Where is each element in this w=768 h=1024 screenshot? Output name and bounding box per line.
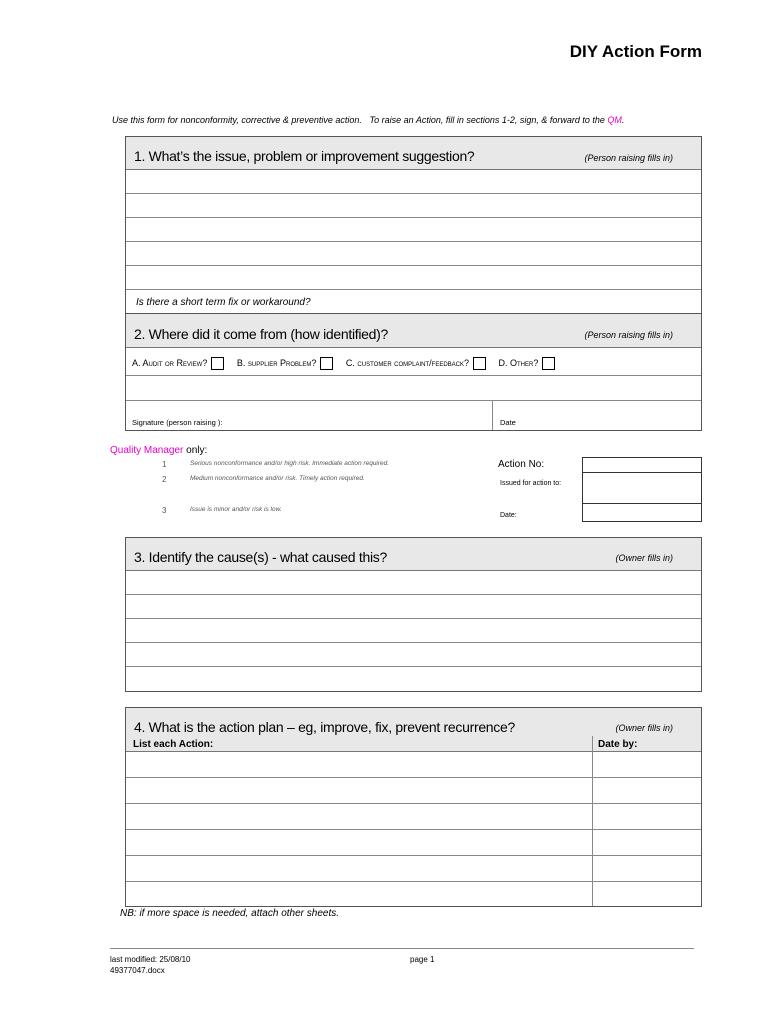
qm-only-label <box>110 445 207 456</box>
supplier-checkbox[interactable] <box>320 357 333 370</box>
intro-text <box>112 115 624 125</box>
file-name: 49377047.docx <box>110 966 165 975</box>
section-1-line[interactable] <box>126 218 701 242</box>
header-column-divider <box>592 736 593 752</box>
row-column-divider <box>592 778 593 803</box>
section-2 <box>125 313 702 431</box>
option-complaint-label: C. customer complaint/feedback? <box>345 357 469 368</box>
option-audit[interactable] <box>132 358 224 368</box>
row-column-divider <box>592 830 593 855</box>
risk-level-1 <box>162 460 462 472</box>
action-row[interactable] <box>126 778 701 804</box>
section-3-line[interactable] <box>126 571 701 595</box>
section-4-header <box>126 708 701 752</box>
section-3-line[interactable] <box>126 595 701 619</box>
last-modified: last modified: 25/08/10 <box>110 955 191 964</box>
action-no-field[interactable] <box>583 458 702 473</box>
signature-row <box>126 401 701 430</box>
intro-end: . <box>621 115 625 125</box>
intro-part1: Use this form for nonconformity, corrective & preventive action. <box>112 115 362 125</box>
option-other-label: D. Other? <box>498 357 539 368</box>
section-1-note: (Person raising fills in) <box>584 153 673 163</box>
qm-label-colored: Quality Manager <box>110 445 184 456</box>
option-complaint[interactable] <box>346 358 486 368</box>
action-row[interactable] <box>126 804 701 830</box>
qm-date-field[interactable] <box>583 504 702 522</box>
nb-note: NB: if more space is needed, attach other sheets. <box>120 908 340 919</box>
action-no-label: Action No: <box>498 459 545 470</box>
section-4-note: (Owner fills in) <box>615 723 673 733</box>
section-2-heading: 2. Where did it come from (how identified)? <box>134 326 388 342</box>
row-column-divider <box>592 804 593 829</box>
signature-divider <box>492 401 493 430</box>
section-1 <box>125 136 702 314</box>
risk-level-num: 2 <box>162 475 167 484</box>
section-2-note: (Person raising fills in) <box>584 330 673 340</box>
other-checkbox[interactable] <box>542 357 555 370</box>
section-3-line[interactable] <box>126 643 701 667</box>
section-4 <box>125 707 702 907</box>
form-title: DIY Action Form <box>569 42 702 61</box>
issued-for-field[interactable] <box>583 473 702 504</box>
risk-level-text: Medium nonconformance and/or risk. Timely action required. <box>190 475 365 482</box>
section-4-heading: 4. What is the action plan – eg, improve, fix, prevent recurrence? <box>134 719 515 735</box>
action-row[interactable] <box>126 830 701 856</box>
risk-level-3 <box>162 506 462 518</box>
row-column-divider <box>592 882 593 906</box>
section-3-line[interactable] <box>126 667 701 691</box>
row-column-divider <box>592 752 593 777</box>
complaint-checkbox[interactable] <box>473 357 486 370</box>
date-by-column-header: Date by: <box>598 739 638 750</box>
risk-level-text: Serious nonconformance and/or high risk. Immediate action required. <box>190 460 390 467</box>
option-other[interactable] <box>499 358 556 368</box>
option-supplier[interactable] <box>237 358 334 368</box>
row-column-divider <box>592 856 593 881</box>
source-options-row <box>126 348 701 376</box>
section-1-heading: 1. What’s the issue, problem or improvement suggestion? <box>134 148 475 164</box>
section-3-heading: 3. Identify the cause(s) - what caused this? <box>134 549 387 565</box>
action-row[interactable] <box>126 856 701 882</box>
action-column-header: List each Action: <box>133 739 214 750</box>
option-supplier-label: B. supplier Problem? <box>236 357 317 368</box>
action-row[interactable] <box>126 752 701 778</box>
page-number: page 1 <box>410 955 435 964</box>
section-3-header <box>126 538 701 571</box>
qm-date-label: Date: <box>500 512 517 519</box>
section-2-header <box>126 314 701 348</box>
risk-level-text: Issue is minor and/or risk is low. <box>190 506 282 513</box>
section-3-note: (Owner fills in) <box>615 553 673 563</box>
risk-level-num: 3 <box>162 506 167 515</box>
section-1-line[interactable] <box>126 242 701 266</box>
qm-label-rest: only: <box>183 445 208 456</box>
section-1-line[interactable] <box>126 194 701 218</box>
section-1-header <box>126 137 701 170</box>
section-3 <box>125 537 702 692</box>
option-audit-label: A. Audit or Review? <box>132 357 208 368</box>
section-2-line[interactable] <box>126 376 701 401</box>
footer-rule <box>110 948 694 949</box>
action-row[interactable] <box>126 882 701 906</box>
signature-label: Signature (person raising ): <box>132 418 223 427</box>
intro-qm: QM <box>607 115 622 125</box>
section-1-line[interactable] <box>126 266 701 290</box>
section-1-line[interactable] <box>126 170 701 194</box>
section-3-line[interactable] <box>126 619 701 643</box>
date-label: Date <box>500 418 516 427</box>
audit-checkbox[interactable] <box>211 357 224 370</box>
intro-part2: To raise an Action, fill in sections 1-2, sign, & forward to the <box>369 115 605 125</box>
qm-fields-table <box>582 457 702 522</box>
risk-level-2 <box>162 475 462 487</box>
risk-level-num: 1 <box>162 460 167 469</box>
issued-for-label: Issued for action to: <box>500 480 562 487</box>
workaround-question: Is there a short term fix or workaround? <box>136 297 311 308</box>
workaround-row[interactable] <box>126 290 701 314</box>
